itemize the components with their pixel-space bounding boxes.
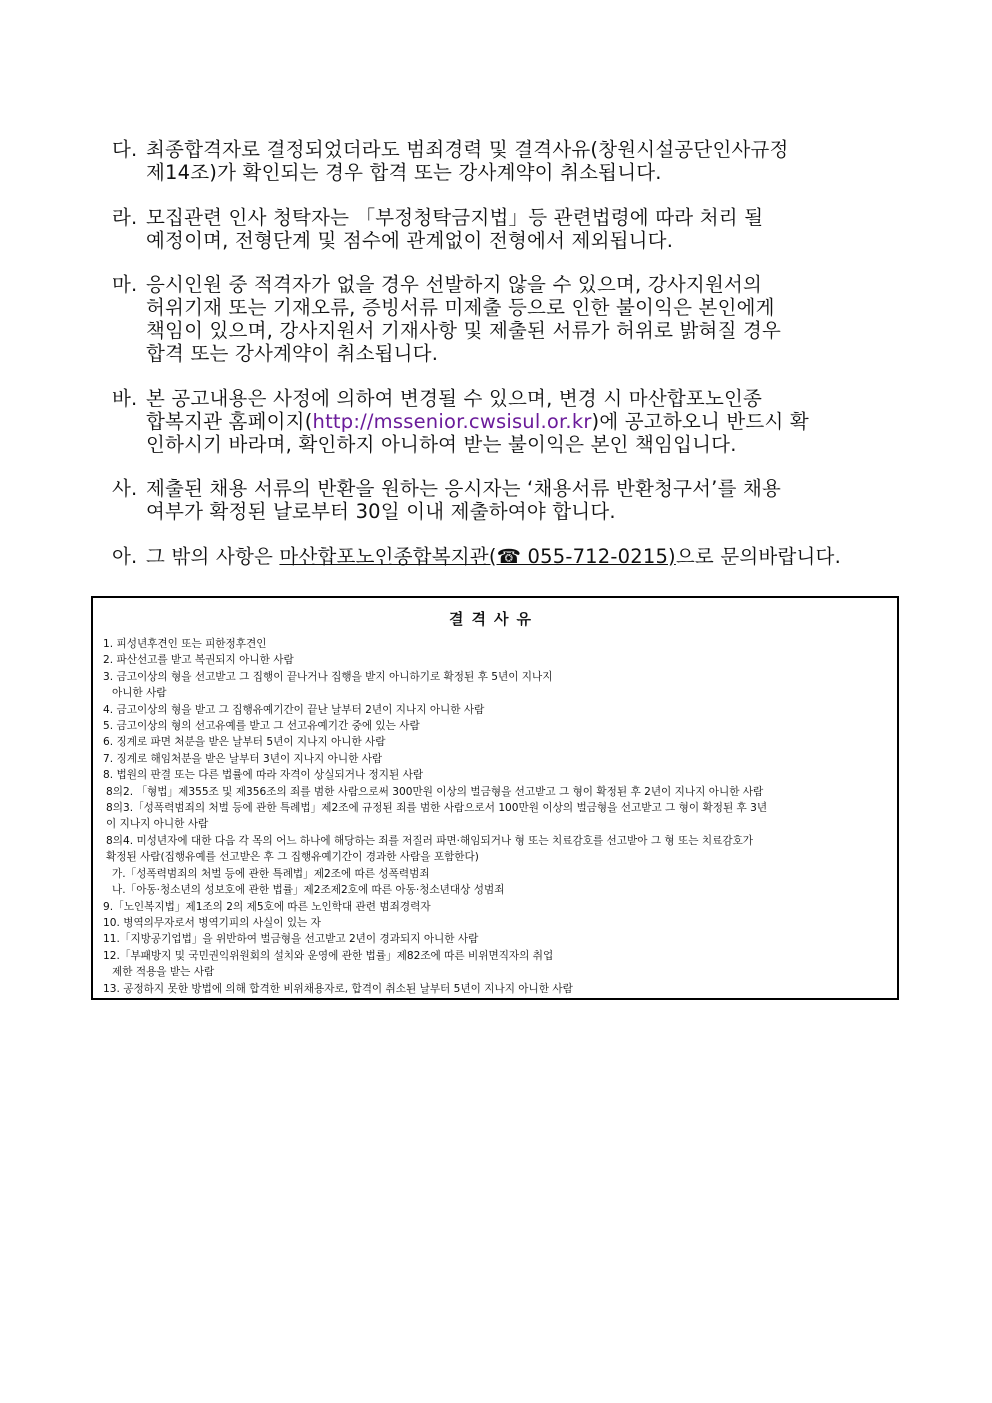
notice-text: 그 밖의 사항은 마산합포노인종합복지관(☎ 055-712-0215)으로 문의바랍니다. xyxy=(146,544,841,568)
notice-text: 최종합격자로 결정되었더라도 범죄경력 및 결격사유(창원시설공단인사규정 xyxy=(146,138,789,161)
list-item: 4. 금고이상의 형을 받고 그 집행유예기간이 끝난 날부터 2년이 지나지 아니한 사람 xyxy=(103,703,485,716)
list-item: 이 지나지 아니한 사람 xyxy=(106,818,209,831)
list-item: 가.「성폭력범죄의 처벌 등에 관한 특례법」제2조에 따른 성폭력범죄 xyxy=(112,867,430,880)
list-item: 8의3.「성폭력범죄의 처벌 등에 관한 특례법」제2조에 규정된 죄를 범한 사람으로서 100만원 이상의 벌금형을 선고받고 그 형이 확정된 후 3년 xyxy=(106,802,768,815)
list-item: 10. 병역의무자로서 병역기피의 사실이 있는 자 xyxy=(103,916,321,929)
list-item: 5. 금고이상의 형의 선고유예를 받고 그 선고유예기간 중에 있는 사람 xyxy=(103,720,420,733)
list-item: 2. 파산선고를 받고 복권되지 아니한 사람 xyxy=(103,654,294,667)
notice-text: 합복지관 홈페이지(http://mssenior.cwsisul.or.kr)에 공고하오니 반드시 확 xyxy=(146,409,809,433)
notice-text: 응시인원 중 적격자가 없을 경우 선발하지 않을 수 있으며, 강사지원서의 xyxy=(146,273,763,296)
list-item: 나.「아동·청소년의 성보호에 관한 법률」제2조제2호에 따른 아동·청소년대상 성범죄 xyxy=(112,884,505,897)
notice-marker: 사. xyxy=(112,477,138,500)
notice-marker: 다. xyxy=(112,138,138,161)
list-item: 3. 금고이상의 형을 선고받고 그 집행이 끝나거나 집행을 받지 아니하기로 확정된 후 5년이 지나지 xyxy=(103,670,553,683)
disqualification-list xyxy=(103,636,885,997)
disqualification-box xyxy=(91,596,899,1000)
notice-text: 예정이며, 전형단계 및 점수에 관계없이 전형에서 제외됩니다. xyxy=(146,228,674,252)
list-item: 7. 징계로 해임처분을 받은 날부터 3년이 지나지 아니한 사람 xyxy=(103,752,383,765)
list-item: 8의2. 「형법」제355조 및 제356조의 죄를 범한 사람으로써 300만원 이상의 벌금형을 선고받고 그 형이 확정된 후 2년이 지나지 아니한 사람 xyxy=(106,785,764,798)
list-item: 8. 법원의 판결 또는 다른 법률에 따라 자격이 상실되거나 정지된 사람 xyxy=(103,769,424,782)
notice-marker: 라. xyxy=(112,205,138,229)
list-item: 8의4. 미성년자에 대한 다음 각 목의 어느 하나에 해당하는 죄를 저질러 파면·해임되거나 형 또는 치료감호를 선고받아 그 형 또는 치료감호가 xyxy=(106,834,754,847)
notice-marker: 바. xyxy=(112,386,138,410)
notice-a xyxy=(112,545,912,568)
notice-da xyxy=(112,138,912,184)
list-item: 1. 피성년후견인 또는 피한정후견인 xyxy=(103,638,267,650)
notice-text: 합격 또는 강사계약이 취소됩니다. xyxy=(146,342,439,365)
list-item: 6. 징계로 파면 처분을 받은 날부터 5년이 지나지 아니한 사람 xyxy=(103,736,386,749)
notice-sa xyxy=(112,477,912,523)
contact-phone: 마산합포노인종합복지관(☎ 055-712-0215) xyxy=(279,544,676,568)
notice-text: 제출된 채용 서류의 반환을 원하는 응시자는 ‘채용서류 반환청구서’를 채용 xyxy=(146,477,782,500)
notice-ma xyxy=(112,273,912,365)
notice-text: 책임이 있으며, 강사지원서 기재사항 및 제출된 서류가 허위로 밝혀질 경우 xyxy=(146,319,782,342)
notice-text: 여부가 확정된 날로부터 30일 이내 제출하여야 합니다. xyxy=(146,500,616,523)
notice-ba xyxy=(112,387,912,456)
notice-text: 허위기재 또는 기재오류, 증빙서류 미제출 등으로 인한 불이익은 본인에게 xyxy=(146,296,775,319)
notice-marker: 마. xyxy=(112,273,138,296)
list-item: 13. 공정하지 못한 방법에 의해 합격한 비위채용자로, 합격이 취소된 날부터 5년이 지나지 아니한 사람 xyxy=(103,982,573,995)
notice-text: 본 공고내용은 사정에 의하여 변경될 수 있으며, 변경 시 마산합포노인종 xyxy=(146,386,763,410)
notice-marker: 아. xyxy=(112,544,138,568)
list-item: 아니한 사람 xyxy=(112,687,167,700)
list-item: 11.「지방공기업법」을 위반하여 벌금형을 선고받고 2년이 경과되지 아니한 사람 xyxy=(103,933,479,946)
homepage-link[interactable]: http://mssenior.cwsisul.or.kr xyxy=(312,409,592,433)
disqualification-title: 결격사유 xyxy=(449,610,539,628)
list-item: 12.「부패방지 및 국민권익위원회의 설치와 운영에 관한 법률」제82조에 따른 비위면직자의 취업 xyxy=(103,949,554,962)
list-item: 확정된 사람(집행유예를 선고받은 후 그 집행유예기간이 경과한 사람을 포함한다) xyxy=(106,851,479,864)
notice-list xyxy=(112,138,912,589)
notice-text: 인하시기 바라며, 확인하지 아니하여 받는 불이익은 본인 책임입니다. xyxy=(146,432,737,456)
list-item: 9.「노인복지법」제1조의 2의 제5호에 따른 노인학대 관련 범죄경력자 xyxy=(103,900,431,913)
notice-text: 제14조)가 확인되는 경우 합격 또는 강사계약이 취소됩니다. xyxy=(146,161,662,184)
list-item: 제한 적용을 받는 사람 xyxy=(112,966,215,979)
notice-text: 모집관련 인사 청탁자는 「부정청탁금지법」등 관련법령에 따라 처리 될 xyxy=(146,205,764,229)
notice-ra xyxy=(112,206,912,252)
